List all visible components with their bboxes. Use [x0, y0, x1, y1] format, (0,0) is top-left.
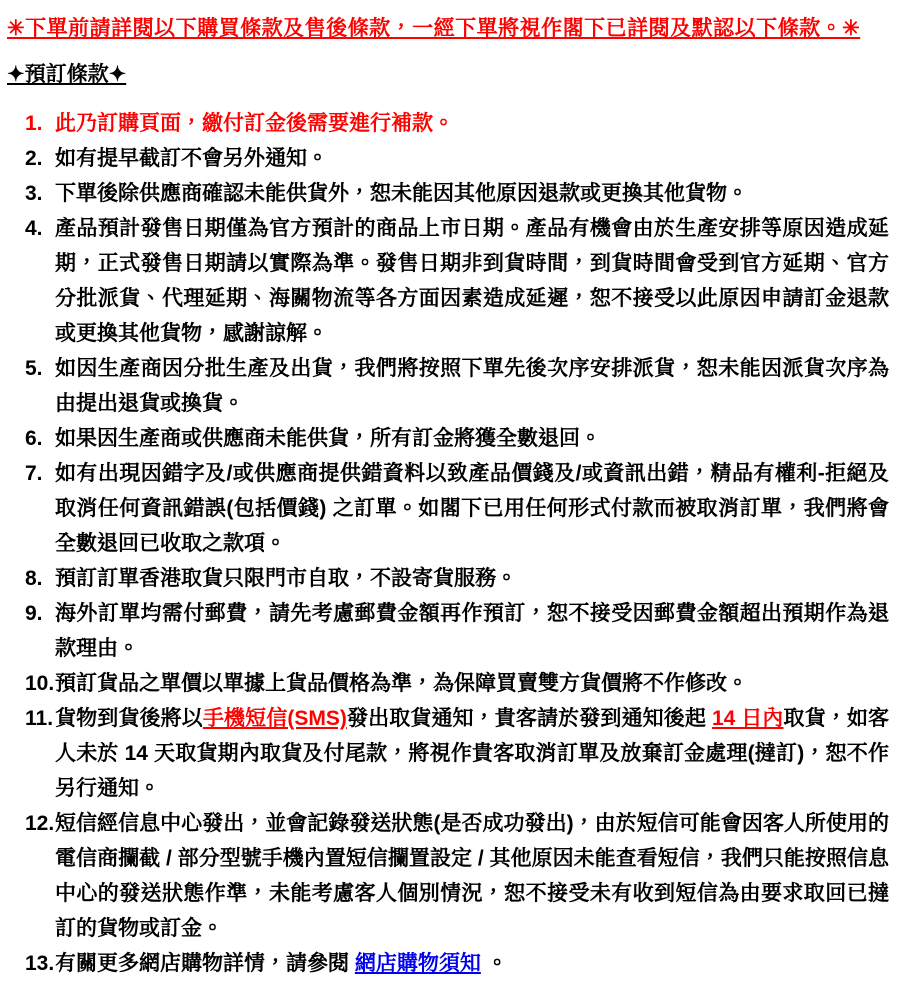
term-text: [55, 596, 889, 666]
term-number: 2.: [25, 147, 43, 170]
term-item: [25, 176, 889, 211]
term-item: [25, 561, 889, 596]
section-title-preorder-terms: ✦預訂條款✦: [7, 63, 127, 86]
term-item: [25, 596, 889, 666]
term-segment: 。: [480, 952, 508, 975]
term-text: [55, 701, 889, 806]
store-shopping-notice-link[interactable]: 網店購物須知: [354, 952, 481, 975]
term-text: [55, 666, 889, 701]
term-number: 10.: [25, 672, 55, 695]
term-text: [55, 946, 889, 981]
term-text: [55, 806, 889, 946]
term-segment: 貨物到貨後將以: [55, 707, 203, 730]
term-item: [25, 666, 889, 701]
term-number: 1.: [25, 112, 43, 135]
term-segment: 如有提早截訂不會另外通知。: [55, 147, 328, 170]
term-segment: 預訂貨品之單價以單據上貨品價格為準，為保障買賣雙方貨價將不作修改。: [55, 672, 748, 695]
term-segment: 短信經信息中心發出，並會記錄發送狀態(是否成功發出)，由於短信可能會因客人所使用的電信商攔截 / 部分型號手機內置短信攔置設定 / 其他原因未能查看短信，我們只能按照信息中心的發送狀態作準，未能考慮客人個別情況，恕不接受未有收到短信為由要求取回已撻訂的貨物或訂金。: [55, 812, 889, 940]
term-segment: 產品預計發售日期僅為官方預計的商品上市日期。產品有機會由於生產安排等原因造成延期，正式發售日期請以實際為準。發售日期非到貨時間，到貨時間會受到官方延期、官方分批派貨、代理延期、海關物流等各方面因素造成延遲，恕不接受以此原因申請訂金退款或更換其他貨物，感謝諒解。: [55, 217, 889, 345]
term-text: [55, 561, 889, 596]
term-number: 9.: [25, 602, 43, 625]
term-text: [55, 211, 889, 351]
term-segment: 下單後除供應商確認未能供貨外，恕未能因其他原因退款或更換其他貨物。: [55, 182, 748, 205]
term-number: 12.: [25, 812, 55, 835]
term-number: 5.: [25, 357, 43, 380]
term-segment: 如因生產商因分批生產及出貨，我們將按照下單先後次序安排派貨，恕未能因派貨次序為由提出退貨或換貨。: [55, 357, 889, 415]
term-number: 3.: [25, 182, 43, 205]
term-item: [25, 106, 889, 141]
term-item: [25, 421, 889, 456]
term-segment: 預訂訂單香港取貨只限門市自取，不設寄貨服務。: [55, 567, 517, 590]
term-segment: 如有出現因錯字及/或供應商提供錯資料以致產品價錢及/或資訊出錯，精品有權利-拒絕及取消任何資訊錯誤(包括價錢) 之訂單。如閣下已用任何形式付款而被取消訂單，我們將會全數退回已收取之款項。: [55, 462, 889, 555]
term-segment: 有關更多網店購物詳情，請參閱: [55, 952, 355, 975]
term-number: 11.: [25, 707, 54, 730]
term-highlight: 14 日內: [711, 707, 784, 730]
term-text: [55, 421, 889, 456]
term-item: [25, 141, 889, 176]
term-item: [25, 456, 889, 561]
term-text: [55, 141, 889, 176]
term-number: 13.: [25, 952, 55, 975]
preorder-terms-page: [7, 12, 889, 981]
term-item: [25, 211, 889, 351]
terms-list: [7, 106, 889, 981]
term-segment: 如果因生產商或供應商未能供貨，所有訂金將獲全數退回。: [55, 427, 601, 450]
term-item: [25, 351, 889, 421]
term-item: [25, 701, 889, 806]
term-text: [55, 176, 889, 211]
term-text: [55, 351, 889, 421]
term-text: [55, 456, 889, 561]
term-segment: 發出取貨通知，貴客請於發到通知後起: [346, 707, 712, 730]
term-item: [25, 806, 889, 946]
term-text: [55, 106, 889, 141]
term-number: 7.: [25, 462, 43, 485]
term-highlight: 手機短信(SMS): [202, 707, 347, 730]
term-number: 6.: [25, 427, 43, 450]
term-item: [25, 946, 889, 981]
term-segment: 取貨，如客人未於 14 天取貨期內取貨及付尾款，將視作貴客取消訂單及放棄訂金處理(撻訂)，恕不作另行通知。: [55, 707, 889, 800]
term-segment: 海外訂單均需付郵費，請先考慮郵費金額再作預訂，恕不接受因郵費金額超出預期作為退款理由。: [55, 602, 889, 660]
header-warning-notice: ✳下單前請詳閱以下購買條款及售後條款，一經下單將視作閣下已詳閱及默認以下條款。✳: [7, 17, 861, 40]
term-number: 4.: [25, 217, 43, 240]
term-segment: 此乃訂購頁面，繳付訂金後需要進行補款。: [55, 112, 454, 135]
term-number: 8.: [25, 567, 43, 590]
